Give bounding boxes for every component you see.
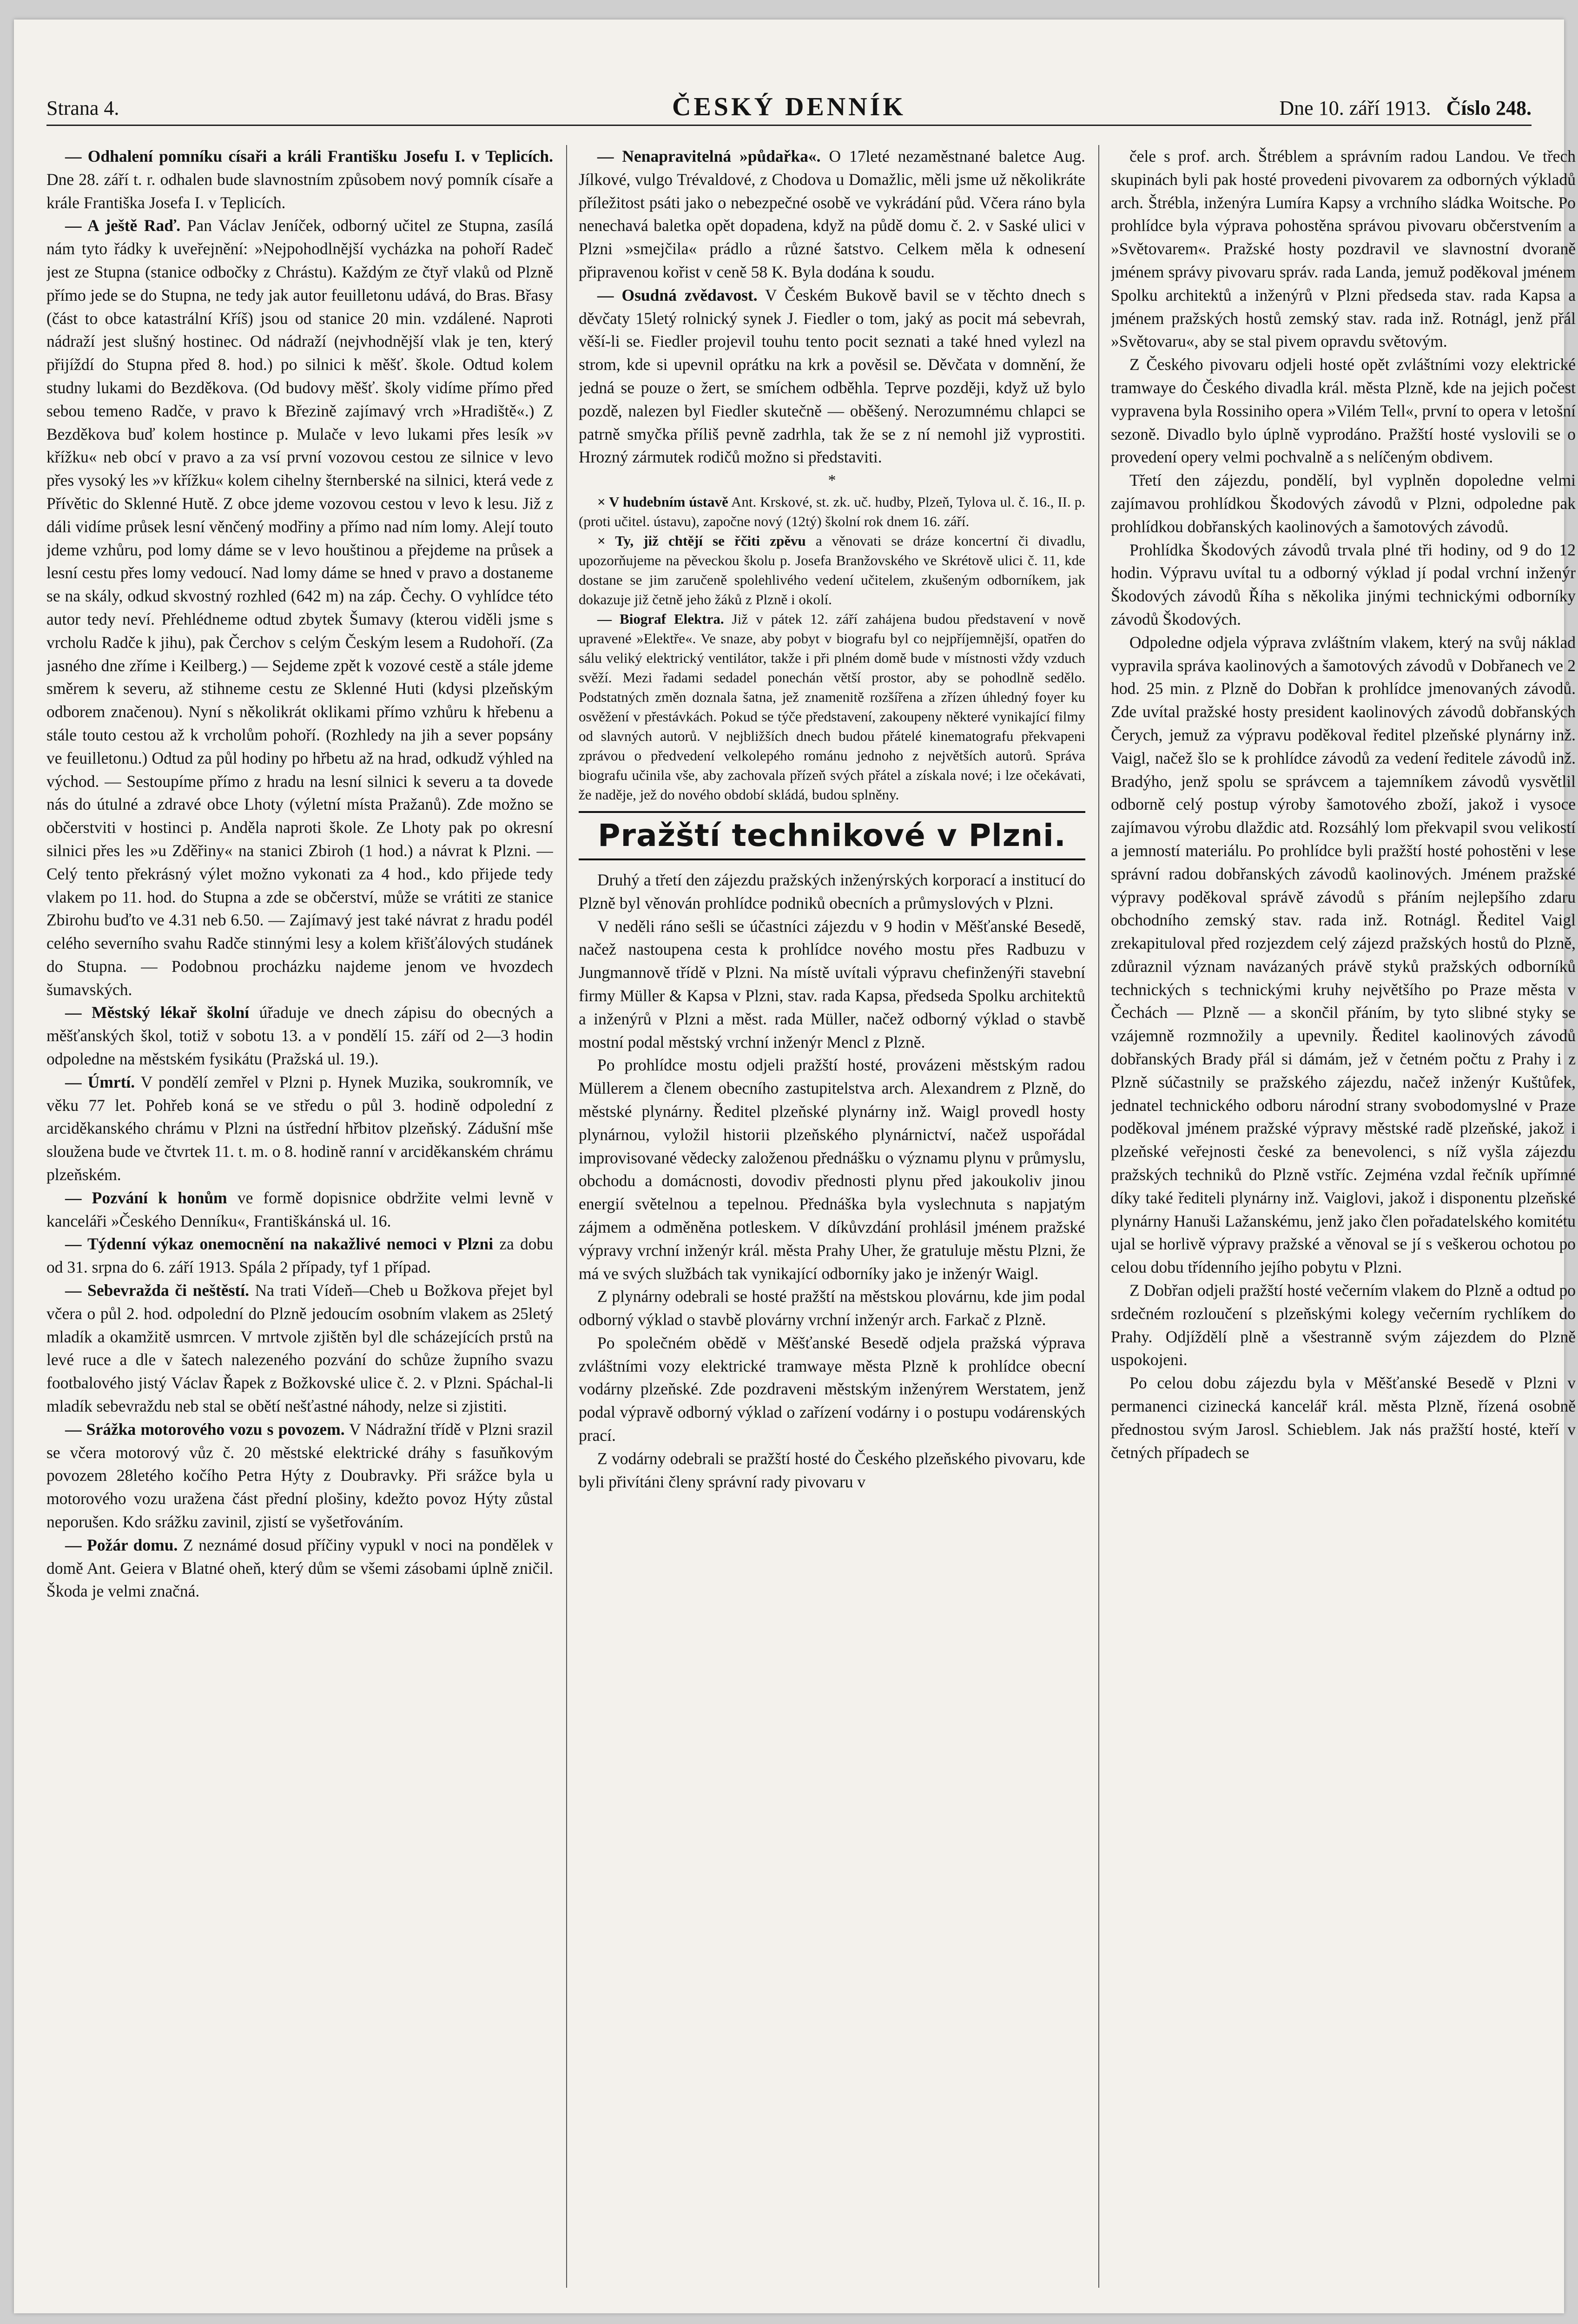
date-and-issue — [1279, 96, 1532, 120]
news-item-headline: — Úmrtí. — [65, 1072, 135, 1091]
article-paragraph: V neděli ráno sešli se účastníci zájezdu v 9 hodin v Měšťanské Besedě, načež nastoupena cesta k prohlídce nového mostu přes Radbuzu v Jungmannově třídě v Plzni. Na místě uvítali výpravu chefinženýři stavební firmy Müller & Kapsa v Plzni, stav. rada Kapsa, předseda Spolku architektů a inženýrů v Plzni a měst. rada Müller, načež odborný výklad o stavbě mostní podal městský vrchní inženýr Mencl z Plzně. — [579, 917, 1085, 1051]
column-divider — [1098, 145, 1099, 2288]
news-item-headline: — Odhalení pomníku císaři a králi Františku Josefu I. v Teplicích. — [65, 147, 553, 165]
news-item-headline: — Nenapravitelná »půdařka«. — [597, 147, 821, 165]
news-item-headline: — Srážka motorového vozu s povozem. — [65, 1419, 345, 1439]
article-paragraph: Z Dobřan odjeli pražští hosté večerním vlakem do Plzně a odtud po srdečném rozloučení s plzeňskými kolegy večerním rychlíkem do Prahy. Odjíždělí plně a všestranně svým zájezdem do Plzně uspokojeni. — [1111, 1281, 1576, 1369]
masthead-title: ČESKÝ DENNÍK — [672, 92, 906, 121]
news-item-text: Pan Václav Jeníček, odborný učitel ze Stupna, zasílá nám tyto řádky k uveřejnění: »Nejpohodlnější vycházka na pohoří Radeč jest ze Stupna (stanice odbočky z Chrástu). Každým ze čtyř vlaků od Plzně přímo jede se do Stupna, ne tedy jak autor feuilletonu udává, do Bras. Břasy (část to obce katastrální Kříš) jsou od stanice 20 min. vzdálené. Naproti nádraží jest slušný hostinec. Od nádraží (nejvhodnější vlak je ten, který přijíždí do Stupna před 8. hod.) po silnici k měšť. škole. Odtud kolem studny lukami do Bezděkova. (Od budovy měšť. školy vidíme přímo před sebou temeno Radče, v pravo k Březině zajímavý vrch »Hradiště«.) Z Bezděkova buď kolem hostince p. Mulače v levo lukami přes lesík »v křížku« neb obcí v pravo a za vsí první vozovou cestou ze silnice v levo přes vysoký les »v křížku« kolem cihelny šternberské na silnici, která vede z Přívětic do Sklenné Hutě. Z obce jdeme vozovou cestou v levo k lesu. Již z dáli vidíme průsek lesní věnčený modřiny a přímo nad ním lomy. Alejí touto jdeme vzhůru, pod lomy dáme se v levo houštinou a přejdeme na průsek a lesní cestu přes lomy vedoucí. Nad lomy dáme se hned v pravo a dostaneme se na skály, odkud skvostný rozhled (642 m) na záp. Čechy. O vyhlídce této autor tedy neví. Přehlédneme odtud zbytek Šumavy (kterou viděli jsme s vrcholu Radče k jihu), pak Čerchov s celým Českým lesem a Rudohoří. (Za jasného dne zříme i Keilberg.) — Sejdeme zpět k vozové cestě a stále jdeme směrem k severu, až stihneme cestu ze Sklenné Huti (kdysi plzeňským odborem značenou). Nyní s několikrát oklikami přímo vzhůru k hřebenu a stále touto cestou až k vrcholům pohoří. (Rozhledy na jih a sever popsány ve feuilletonu.) Odtud za půl hodiny po hřbetu až na hrad, odkudž výhled na východ. — Sestoupíme přímo z hradu na lesní silnici k severu a ta dovede nás do útulné a zdravé obce Lhoty (výletní místa Pražanů). Zde možno se občerstviti v hostinci p. Anděla naproti škole. Ze Lhoty pak po okresní silnici přes les »u Zděřiny« na stanici Zbiroh (1 hod.) a návrat k Plzni. — Celý tento překrásný výlet možno vykonati za 4 hod., kdo přijede tedy vlakem po 11. hod. do Stupna a zde se občerství, může se vrátiti ze stanice Zbirohu buďto ve 4.31 neb 6.50. — Zajímavý jest také návrat z hradu podél celého severního svahu Radče stinnými lesy a kolem křišťálových studánek do Stupna. — Podobnou procházku najdeme jenom ve hvozdech šumavských. — [46, 216, 553, 999]
news-item-headline: — Pozvání k honům — [65, 1188, 227, 1207]
local-news-continued — [579, 145, 1085, 469]
article-paragraph: Z Českého pivovaru odjeli hosté opět zvláštními vozy elektrické tramwaye do Českého divadla král. města Plzně, kde na jejich počest vypravena byla Rossiniho opera »Vilém Tell«, první to opera v letošní sezoně. Divadlo bylo úplně vyprodáno. Pražští hosté vyslovili se o provedení opery velmi pochvalně a s nelíčeným obdivem. — [1111, 355, 1576, 467]
news-item — [46, 214, 553, 1001]
news-item-headline: — Týdenní výkaz onemocnění na nakažlivé nemoci v Plzni — [65, 1235, 494, 1254]
news-item — [579, 145, 1085, 284]
news-item-text: V pondělí zemřel v Plzni p. Hynek Muzika, soukromník, ve věku 77 let. Pohřeb koná se ve středu o půl 3. hodině odpolední z arciděkanského chrámu v Plzni na ústřední hřbitov plzeňský. Zádušní mše sloužena bude ve čtvrtek 11. t. m. o 8. hodině ranní v arciděkanském chrámu plzeňském. — [46, 1072, 553, 1184]
news-item — [579, 609, 1085, 805]
page-header — [46, 85, 1532, 126]
section-separator: * — [828, 472, 836, 489]
news-item-headline: — A ještě Raď. — [65, 216, 181, 235]
news-item-text: Dne 28. září t. r. odhalen bude slavnostním způsobem nový pomník císaře a krále Františka Josefa I. v Teplicích. — [46, 170, 553, 212]
news-item-text: V Českém Bukově bavil se v těchto dnech s děvčaty 15letý rolnický synek J. Fiedler o tom, jaký as pocit má sebevrah, věší-li se. Fiedler projevil touhu tento pocit seznati a také hned vylezl na strom, kde si upevnil oprátku na krk a pověsil se. Děvčata v domnění, že jedná se pouze o žert, se smíchem odběhla. Teprve později, když už bylo pozdě, nalezen byl Fiedler skutečně — oběšený. Nerozumnému chlapci se patrně smyčka příliš pevně zadrhla, tak že se z ní nemohl již vyprostiti. Hrozný zármutek rodičů možno si představiti. — [579, 285, 1085, 467]
news-item-text: ve formě dopisnice obdržite velmi levně v kanceláři »Českého Denníku«, Františkánská ul. 16. — [46, 1188, 553, 1230]
article-paragraph: Z vodárny odebrali se pražští hosté do Českého plzeňského pivovaru, kde byli přivítáni členy správní rady pivovaru v — [579, 1449, 1085, 1491]
article-body-part1 — [579, 869, 1085, 1494]
news-item-text: a věnovati se dráze koncertní či divadlu, upozorňujeme na pěveckou školu p. Josefa Branžovského ve Skrétově ulici č. 11, kde dostane se jim zaručeně spolehlivého vedení učitelem, zkušeným odborníkem, jak dokazuje již četně jeho žáků z Plzně i okolí. — [579, 532, 1085, 607]
column-1 — [46, 145, 553, 2292]
news-item-headline: × Ty, již chtějí se řčiti zpěvu — [597, 532, 806, 549]
news-item — [46, 1187, 553, 1233]
news-item-headline: — Městský lékař školní — [65, 1003, 250, 1022]
news-item — [46, 1233, 553, 1279]
news-item — [46, 1279, 553, 1418]
article-paragraph: Po společném obědě v Měšťanské Besedě odjela pražská výprava zvláštními vozy elektrické tramwaye města Plzně k prohlídce obecní vodárny plzeňské. Zde pozdraveni městským inženýrem Werstatem, jenž podal výpravě odborný výklad o zařízení vodárny i o postupu vodárenských prací. — [579, 1333, 1085, 1445]
news-item-text: za dobu od 31. srpna do 6. září 1913. Spála 2 případy, tyf 1 případ. — [46, 1235, 553, 1277]
news-item-headline: — Požár domu. — [65, 1535, 178, 1554]
article-paragraph: Třetí den zájezdu, pondělí, byl vyplněn dopoledne velmi zajímavou prohlídkou Škodových závodů v Plzni, odpoledne pak prohlídkou dobřanských kaolinových a šamotových závodů. — [1111, 471, 1576, 536]
news-item-text: Ant. Krskové, st. zk. uč. hudby, Plzeň, Tylova ul. č. 16., II. p. (proti učitel. ústavu), započne nový (12tý) školní rok dnem 16. září. — [579, 493, 1085, 529]
news-item-text: Z neznámé dosud příčiny vypukl v noci na pondělek v domě Ant. Geiera v Blatné oheň, který dům se všemi zásobami úplně zničil. Škoda je velmi značná. — [46, 1535, 553, 1601]
news-item — [579, 492, 1085, 531]
article-headline: Pražští technikové v Plzni. — [579, 811, 1085, 860]
article-paragraph: čele s prof. arch. Štréblem a správním radou Landou. Ve třech skupinách byli pak hosté provedeni pivovarem za odborných výkladů arch. Štrébla, inženýra Lumíra Kapsy a vrchního sládka Woitsche. Po prohlídce byla výprava pohostěna správou pivovaru občerstvením a »Světovarem«. Pražské hosty pozdravil ve slavnostní dvoraně jménem správy pivovaru správ. rada Landa, jemuž poděkoval jménem Spolku architektů a inženýrů v Plzni předseda stav. rada Kapsa a jménem pražských hostů zemský stav. rada inž. Rotnágl, jenž přál »Světovaru«, aby se stal pivem opravdu světovým. — [1111, 147, 1576, 351]
column-2 — [579, 145, 1085, 2292]
news-item — [46, 1534, 553, 1603]
news-item-headline: — Biograf Elektra. — [597, 610, 724, 627]
article-paragraph: Odpoledne odjela výprava zvláštním vlakem, který na svůj náklad vypravila správa kaolinových a šamotových závodů v Dobřanech ve 2 hod. 25 min. z Plzně do Dobřan k prohlídce jmenovaných závodů. Zde uvítal pražské hosty president kaolinových závodů dobřanských Čerych, jemuž za výpravu poděkoval ředitel plzeňské plynárny inž. Vaigl, načež šlo se k prohlídce závodů za vedení ředitele závodů inž. Bradýho, jenž spolu se správcem a tajemníkem závodů vysvětlil odborně celý postup výroby šamotového zboží, jakož i vysoce zajímavou výrobu dlaždic atd. Rozsáhlý lom překvapil svou velikostí a jemností materiálu. Po prohlídce byli pražští hosté pohostěni v lese správní radou dobřanských závodů kaolinových. Jménem pražské výpravy poděkoval správě závodů s přáním nejlepšího zdaru obchodního zemský stav. rada inž. Rotnágl. Ředitel Vaigl zrekapituloval před rozjezdem celý zájezd pražských hostů do Plzně, zdůraznil význam navázaných právě styků pražských odborníků technických s technickými kruhy největšího po Praze města v Čechách — Plzně — a skončil přáním, by tyto slibné styky se vzájemně rozmnožily a upevnily. Ředitel kaolinových závodů dobřanských Brady přál si dámám, jež v četném počtu z Prahy i z Plzně súčastnily se pražského zájezdu, načež inženýr Kuštůfek, jednatel technického odboru národní strany svobodomyslné v Praze poděkoval jménem pražské výpravy městské radě plzeňské, jakož i plzeňské veřejnosti české za benevolenci, s níž vyšla zájezdu pražských techniků do Plzně vstříc. Zejména vzdal řečník upřímné díky také řediteli plynárny inž. Vaiglovi, jakož i disponentu plzeňské plynárny Hanuši Lažanskému, jenž jako člen pořadatelského komitétu ujal se horlivě výpravy pražské a věnoval se jí s veškerou ochotou po celou dobu třídenního jejího pobytu v Plzni. — [1111, 633, 1576, 1277]
article-paragraph: Prohlídka Škodových závodů trvala plné tři hodiny, od 9 do 12 hodin. Výpravu uvítal tu a odborný výklad jí podal vrchní inženýr Škodových závodů Říha s několika jinými technickými odborníky závodů Škodových. — [1111, 540, 1576, 628]
article-paragraph: Po celou dobu zájezdu byla v Měšťanské Besedě v Plzni v permanenci cizinecká kancelář král. města Plzně, řízená osobně přednostou svým Jarosl. Schieblem. Jak nás pražští hosté, kteří v četných případech se — [1111, 1373, 1576, 1462]
issue-number: Číslo 248. — [1446, 97, 1532, 119]
news-item — [46, 1071, 553, 1187]
news-item — [46, 1418, 553, 1534]
article-paragraph: Z plynárny odebrali se hosté pražští na městskou plovárnu, kde jim podal odborný výklad o stavbě plovárny vrchní inženýr arch. Farkač z Plzně. — [579, 1287, 1085, 1329]
page-number: Strana 4. — [46, 97, 119, 119]
issue-date: Dne 10. září 1913. — [1279, 97, 1431, 119]
news-item-headline: — Sebevražda či neštěstí. — [65, 1281, 249, 1300]
news-item-text: O 17leté nezaměstnané baletce Aug. Jílkové, vulgo Trévaldové, z Chodova u Domažlic, měli jsme už několikráte příležitost psáti jako o nebezpečné osobě ve vykrádání půd. Včera ráno byla nenechavá baletka opět dopadena, když na půdě domu č. 2. v Saské ulici v Plzni »smejčila« prádlo a různé šatstvo. Celkem měla k odnesení připravenou kořist v ceně 58 K. Byla dodána k soudu. — [579, 147, 1085, 281]
column-divider — [566, 145, 567, 2288]
article-body-part2 — [1111, 145, 1576, 2292]
announcements — [579, 492, 1085, 805]
news-item-text: Již v pátek 12. září zahájena budou představení v nově upravené »Elektře«. Ve snaze, aby pobyt v biografu byl co nejpříjemnější, opatřen do sálu veliký elektrický ventilátor, takže i při plném domě bude v místnosti vždy vzduch svěží. Mezi řadami sedadel ponechán větší prostor, aby se pohodlně sedělo. Podstatných změn doznala šatna, jež znamenitě rozšířena a zřízen úhledný foyer ku osvěžení v přestávkách. Pokud se týče představení, zakoupeny některé vynikající filmy od slavných autorů. V nejbližších dnech budou přátelé kinematografu překvapeni zprávou o předvedení velkolepého románu jednoho z největších autorů. Správa biografu učinila vše, aby zachovala přízeň svých přátel a získala nové; i lze očekávati, že naděje, jež do nového období skládá, budou splněny. — [579, 610, 1085, 803]
news-item — [46, 145, 553, 214]
article-paragraph: Po prohlídce mostu odjeli pražští hosté, provázeni městským radou Müllerem a členem obecního zastupitelstva arch. Alexandrem z Plzně, do městské plynárny. Ředitel plzeňské plynárny inž. Waigl provedl hosty plynárnou, vyložil historii plzeňského plynárnictví, načež uspořádal improvisované vědecky založenou přednášku o významu plynu v průmyslu, obchodu a domácnosti, dovodiv přednosti plynu před jakoukoliv jinou energií světelnou a tepelnou. Přednáška byla vyslechnuta s napjatým zájmem a odměněna potleskem. V díkůvzdání prohlásil jménem pražské výpravy vrchní inženýr král. města Prahy Uher, že gratuluje městu Plzni, že má ve svých službách tak vynikající odborníky jako je inženýr Waigl. — [579, 1056, 1085, 1283]
news-item-headline: × V hudebním ústavě — [597, 493, 728, 510]
news-item-text: Na trati Vídeň—Cheb u Božkova přejet byl včera o půl 2. hod. odpolední do Plzně jedoucím osobním vlakem as 25letý mladík a okamžitě usmrcen. V mrtvole zjištěn byl dle scházejících prstů na levé ruce a dle v šatech nalezeného pozvání do schůze župního svazu footbalového jistý Václav Řapek z Božkovské ulice č. 2. v Plzni. Spáchal-li mladík sebevraždu neb stal se obětí nešťastné náhody, nelze si zjistiti. — [46, 1281, 553, 1416]
newspaper-page — [14, 20, 1576, 2313]
article-paragraph: Druhý a třetí den zájezdu pražských inženýrských korporací a institucí do Plzně byl věnován prohlídce podniků obecních a průmyslových v Plzni. — [579, 870, 1085, 912]
news-item-text: V Nádražní třídě v Plzni srazil se včera motorový vůz č. 20 městské elektrické dráhy s fasuňkovým povozem 28letého kočího Petra Hýty z Doubravky. Při srážce byla u motorového vozu uražena část přední plošiny, kdežto povoz Hýty zůstal neporušen. Kdo srážku zavinil, zjistí se vyšetřováním. — [46, 1419, 553, 1532]
news-item — [46, 1001, 553, 1070]
news-item — [579, 284, 1085, 469]
news-item-headline: — Osudná zvědavost. — [597, 285, 758, 304]
news-item-text: úřaduje ve dnech zápisu do obecných a měšťanských škol, totiž v sobotu 13. a v pondělí 15. září od 2—3 hodin odpoledne na městském fysikátu (Pražská ul. 19.). — [46, 1003, 553, 1069]
news-item — [579, 531, 1085, 609]
